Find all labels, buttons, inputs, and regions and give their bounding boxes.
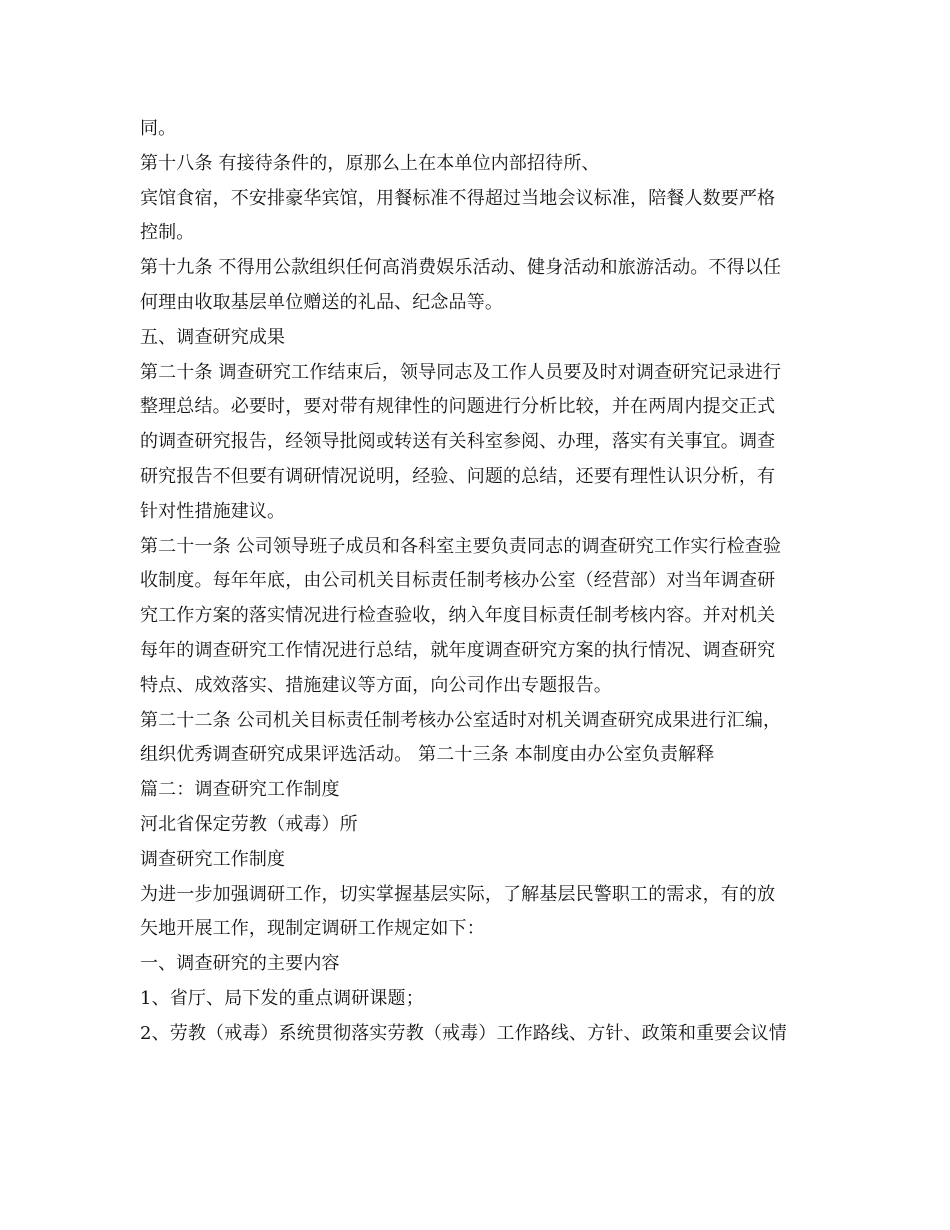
list-item: 2、劳教（戒毒）系统贯彻落实劳教（戒毒）工作路线、方针、政策和重要会议情 [140, 1022, 787, 1044]
text-line: 第二十一条 公司领导班子成员和各科室主要负责同志的调查研究工作实行检查验 [140, 535, 782, 557]
text-line: 的调查研究报告，经领导批阅或转送有关科室参阅、办理，落实有关事宜。调查 [140, 431, 776, 453]
section-heading: 五、调查研究成果 [140, 326, 286, 348]
text-line: 宾馆食宿，不安排豪华宾馆，用餐标准不得超过当地会议标准，陪餐人数要严格 [140, 187, 776, 209]
text-line: 第十九条 不得用公款组织任何高消费娱乐活动、健身活动和旅游活动。不得以任 [140, 257, 782, 279]
section-heading: 一、调查研究的主要内容 [140, 953, 340, 975]
text-line: 研究报告不但要有调研情况说明，经验、问题的总结，还要有理性认识分析，有 [140, 465, 776, 487]
text-line: 整理总结。必要时，要对带有规律性的问题进行分析比较，并在两周内提交正式 [140, 396, 776, 418]
text-line: 何理由收取基层单位赠送的礼品、纪念品等。 [140, 291, 503, 313]
text-line: 针对性措施建议。 [140, 500, 286, 522]
text-line: 究工作方案的落实情况进行检查验收，纳入年度目标责任制考核内容。并对机关 [140, 605, 776, 627]
text-line: 特点、成效落实、措施建议等方面，向公司作出专题报告。 [140, 674, 612, 696]
text-line: 每年的调查研究工作情况进行总结，就年度调查研究方案的执行情况、调查研究 [140, 639, 776, 661]
document-title: 调查研究工作制度 [140, 848, 286, 870]
list-item: 1、省厅、局下发的重点调研课题； [140, 987, 424, 1009]
text-line: 矢地开展工作，现制定调研工作规定如下： [140, 918, 485, 940]
document-body [140, 112, 820, 1052]
text-line: 控制。 [140, 222, 195, 244]
section-heading: 篇二：调查研究工作制度 [140, 779, 340, 801]
text-line: 收制度。每年年底，由公司机关目标责任制考核办公室（经营部）对当年调查研 [140, 570, 776, 592]
text-line: 第二十条 调查研究工作结束后，领导同志及工作人员要及时对调查研究记录进行 [140, 361, 782, 383]
organization-name: 河北省保定劳教（戒毒）所 [140, 813, 358, 835]
text-line: 为进一步加强调研工作，切实掌握基层实际，了解基层民警职工的需求，有的放 [140, 883, 776, 905]
text-line: 组织优秀调查研究成果评选活动。 第二十三条 本制度由办公室负责解释 [140, 744, 715, 766]
text-line: 同。 [140, 118, 177, 139]
text-line: 第十八条 有接待条件的，原那么上在本单位内部招待所、 [140, 152, 600, 174]
text-line: 第二十二条 公司机关目标责任制考核办公室适时对机关调查研究成果进行汇编， [140, 709, 782, 731]
